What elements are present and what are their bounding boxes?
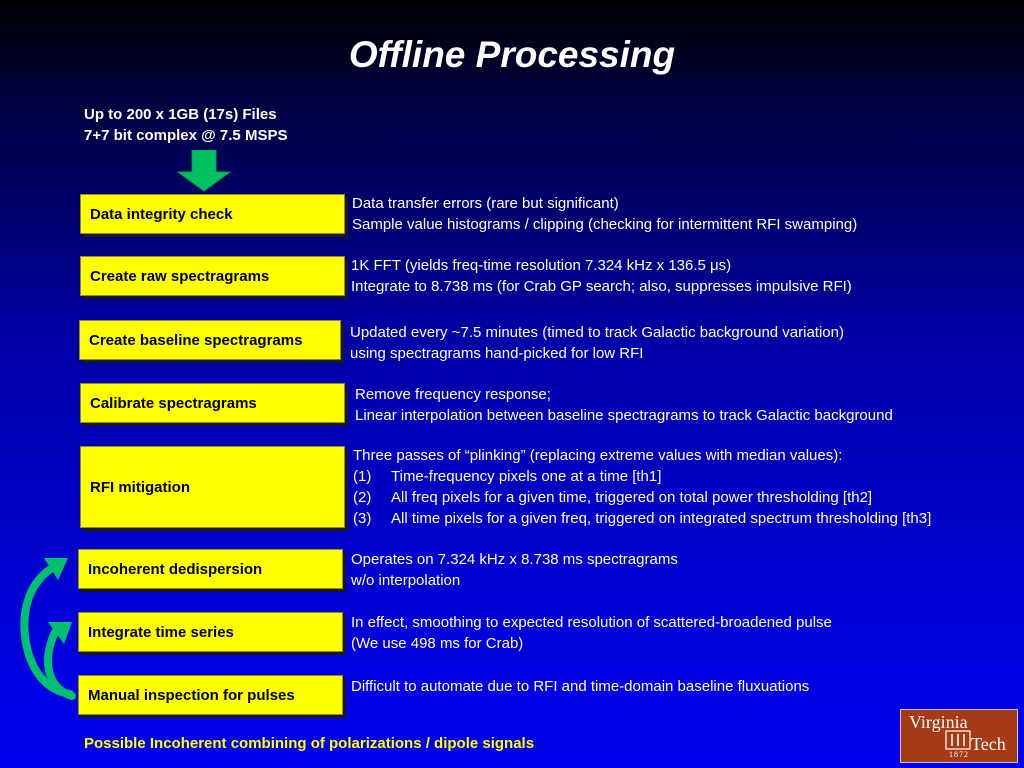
step-4-desc-line-1: Remove frequency response;	[355, 386, 551, 403]
step-3-description	[350, 322, 844, 364]
step-integrate-time-series: Integrate time series	[78, 612, 343, 652]
step-7-desc-line-1: In effect, smoothing to expected resolution of scattered-broadened pulse	[351, 614, 832, 631]
step-2-desc-line-2: Integrate to 8.738 ms (for Crab GP search; also, suppresses impulsive RFI)	[351, 278, 852, 295]
intro-line-1: Up to 200 x 1GB (17s) Files	[84, 106, 277, 123]
step-6-description	[351, 549, 678, 591]
step-6-desc-line-2: w/o interpolation	[351, 572, 461, 589]
step-8-description	[351, 676, 809, 697]
step-data-integrity-check: Data integrity check	[80, 194, 345, 234]
step-2-description	[351, 255, 852, 297]
step-1-description	[352, 193, 857, 235]
step-calibrate-spectragrams: Calibrate spectragrams	[80, 383, 345, 423]
feedback-loop-arrows-icon	[18, 548, 82, 718]
plinking-passes-list	[353, 466, 931, 529]
step-5-description	[353, 445, 931, 529]
virginia-tech-logo: Virginia 1872 Tech	[900, 709, 1018, 763]
university-crest-icon	[945, 730, 971, 750]
footer-note: Possible Incoherent combining of polarizations / dipole signals	[84, 735, 535, 752]
intro-line-2: 7+7 bit complex @ 7.5 MSPS	[84, 127, 288, 144]
step-2-desc-line-1: 1K FFT (yields freq-time resolution 7.324 kHz x 136.5 μs)	[351, 257, 732, 274]
step-create-baseline-spectragrams: Create baseline spectragrams	[79, 320, 341, 360]
input-files-note	[84, 104, 287, 146]
step-7-desc-line-2: (We use 498 ms for Crab)	[351, 635, 524, 652]
slide-title: Offline Processing	[348, 34, 676, 75]
step-5-desc-line-1: Three passes of “plinking” (replacing extreme values with median values):	[353, 447, 843, 464]
step-3-desc-line-1: Updated every ~7.5 minutes (timed to track Galactic background variation)	[350, 324, 844, 341]
list-item: (1) Time-frequency pixels one at a time [th1]	[353, 468, 662, 485]
step-manual-inspection-for-pulses: Manual inspection for pulses	[78, 675, 343, 715]
list-item: (2) All freq pixels for a given time, triggered on total power thresholding [th2]	[353, 489, 873, 506]
step-7-description	[351, 612, 832, 654]
step-1-desc-line-1: Data transfer errors (rare but significant)	[352, 195, 619, 212]
step-6-desc-line-1: Operates on 7.324 kHz x 8.738 ms spectragrams	[351, 551, 678, 568]
step-rfi-mitigation: RFI mitigation	[80, 446, 345, 528]
step-1-desc-line-2: Sample value histograms / clipping (checking for intermittent RFI swamping)	[352, 216, 858, 233]
step-8-desc-line-1: Difficult to automate due to RFI and time-domain baseline fluxuations	[351, 678, 810, 695]
step-incoherent-dedispersion: Incoherent dedispersion	[78, 549, 343, 589]
step-create-raw-spectragrams: Create raw spectragrams	[80, 256, 345, 296]
step-4-desc-line-2: Linear interpolation between baseline spectragrams to track Galactic background	[355, 407, 893, 424]
down-arrow-icon	[176, 150, 232, 192]
step-3-desc-line-2: using spectragrams hand-picked for low RFI	[350, 345, 644, 362]
step-4-description	[355, 384, 893, 426]
list-item: (3) All time pixels for a given freq, triggered on integrated spectrum thresholding [th3]	[353, 510, 932, 527]
